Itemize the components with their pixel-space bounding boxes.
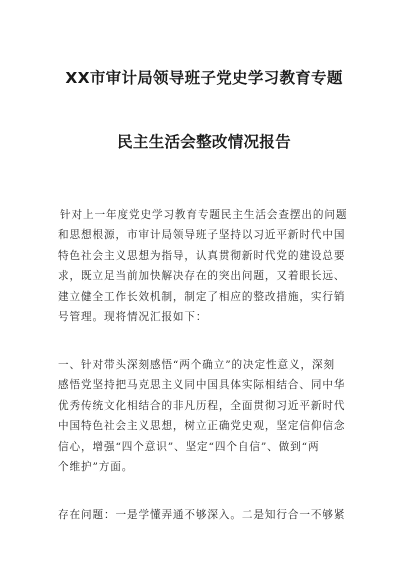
- paragraph-line: 感悟党坚持把马克思主义同中国具体实际相结合、同中华: [58, 379, 346, 392]
- document-title-line-1: XX市审计局领导班子党史学习教育专题: [65, 69, 343, 87]
- paragraph-line: 中国特色社会主义思想，树立正确党史观，坚定信仰信念: [58, 420, 346, 433]
- paragraph-line: 建立健全工作长效机制，制定了相应的整改措施，实行销: [58, 290, 346, 303]
- paragraph-intro: [58, 205, 354, 327]
- paragraph-line: 特色社会主义思想为指导，认真贯彻新时代党的建设总要: [58, 249, 346, 262]
- paragraph-line: 号管理。现将情况汇报如下：: [58, 311, 208, 324]
- paragraph-line: 和思想根源，市审计局领导班子坚持以习近平新时代中国: [58, 229, 346, 242]
- paragraph-line: 优秀传统文化相结合的非凡历程，全面贯彻习近平新时代: [58, 399, 346, 412]
- paragraph-line: 针对上一年度党史学习教育专题民主生活会查摆出的问题: [60, 209, 348, 221]
- paragraph-line: 信心，增强“四个意识”、坚定“四个自信”、做到“两: [58, 440, 320, 453]
- paragraph-line: 一、针对带头深刻感悟“两个确立”的决定性意义，深刻: [58, 359, 335, 371]
- paragraph-line: 个维护”方面。: [58, 461, 134, 474]
- paragraph-section-one: [58, 355, 354, 477]
- paragraph-line: 求，既立足当前加快解决存在的突出问题，又着眼长远、: [58, 270, 346, 283]
- paragraph-line: 存在问题：一是学懂弄通不够深入。二是知行合一不够紧: [58, 509, 346, 521]
- paragraph-problems: [58, 505, 354, 525]
- document-title-line-2: 民主生活会整改情况报告: [117, 133, 291, 151]
